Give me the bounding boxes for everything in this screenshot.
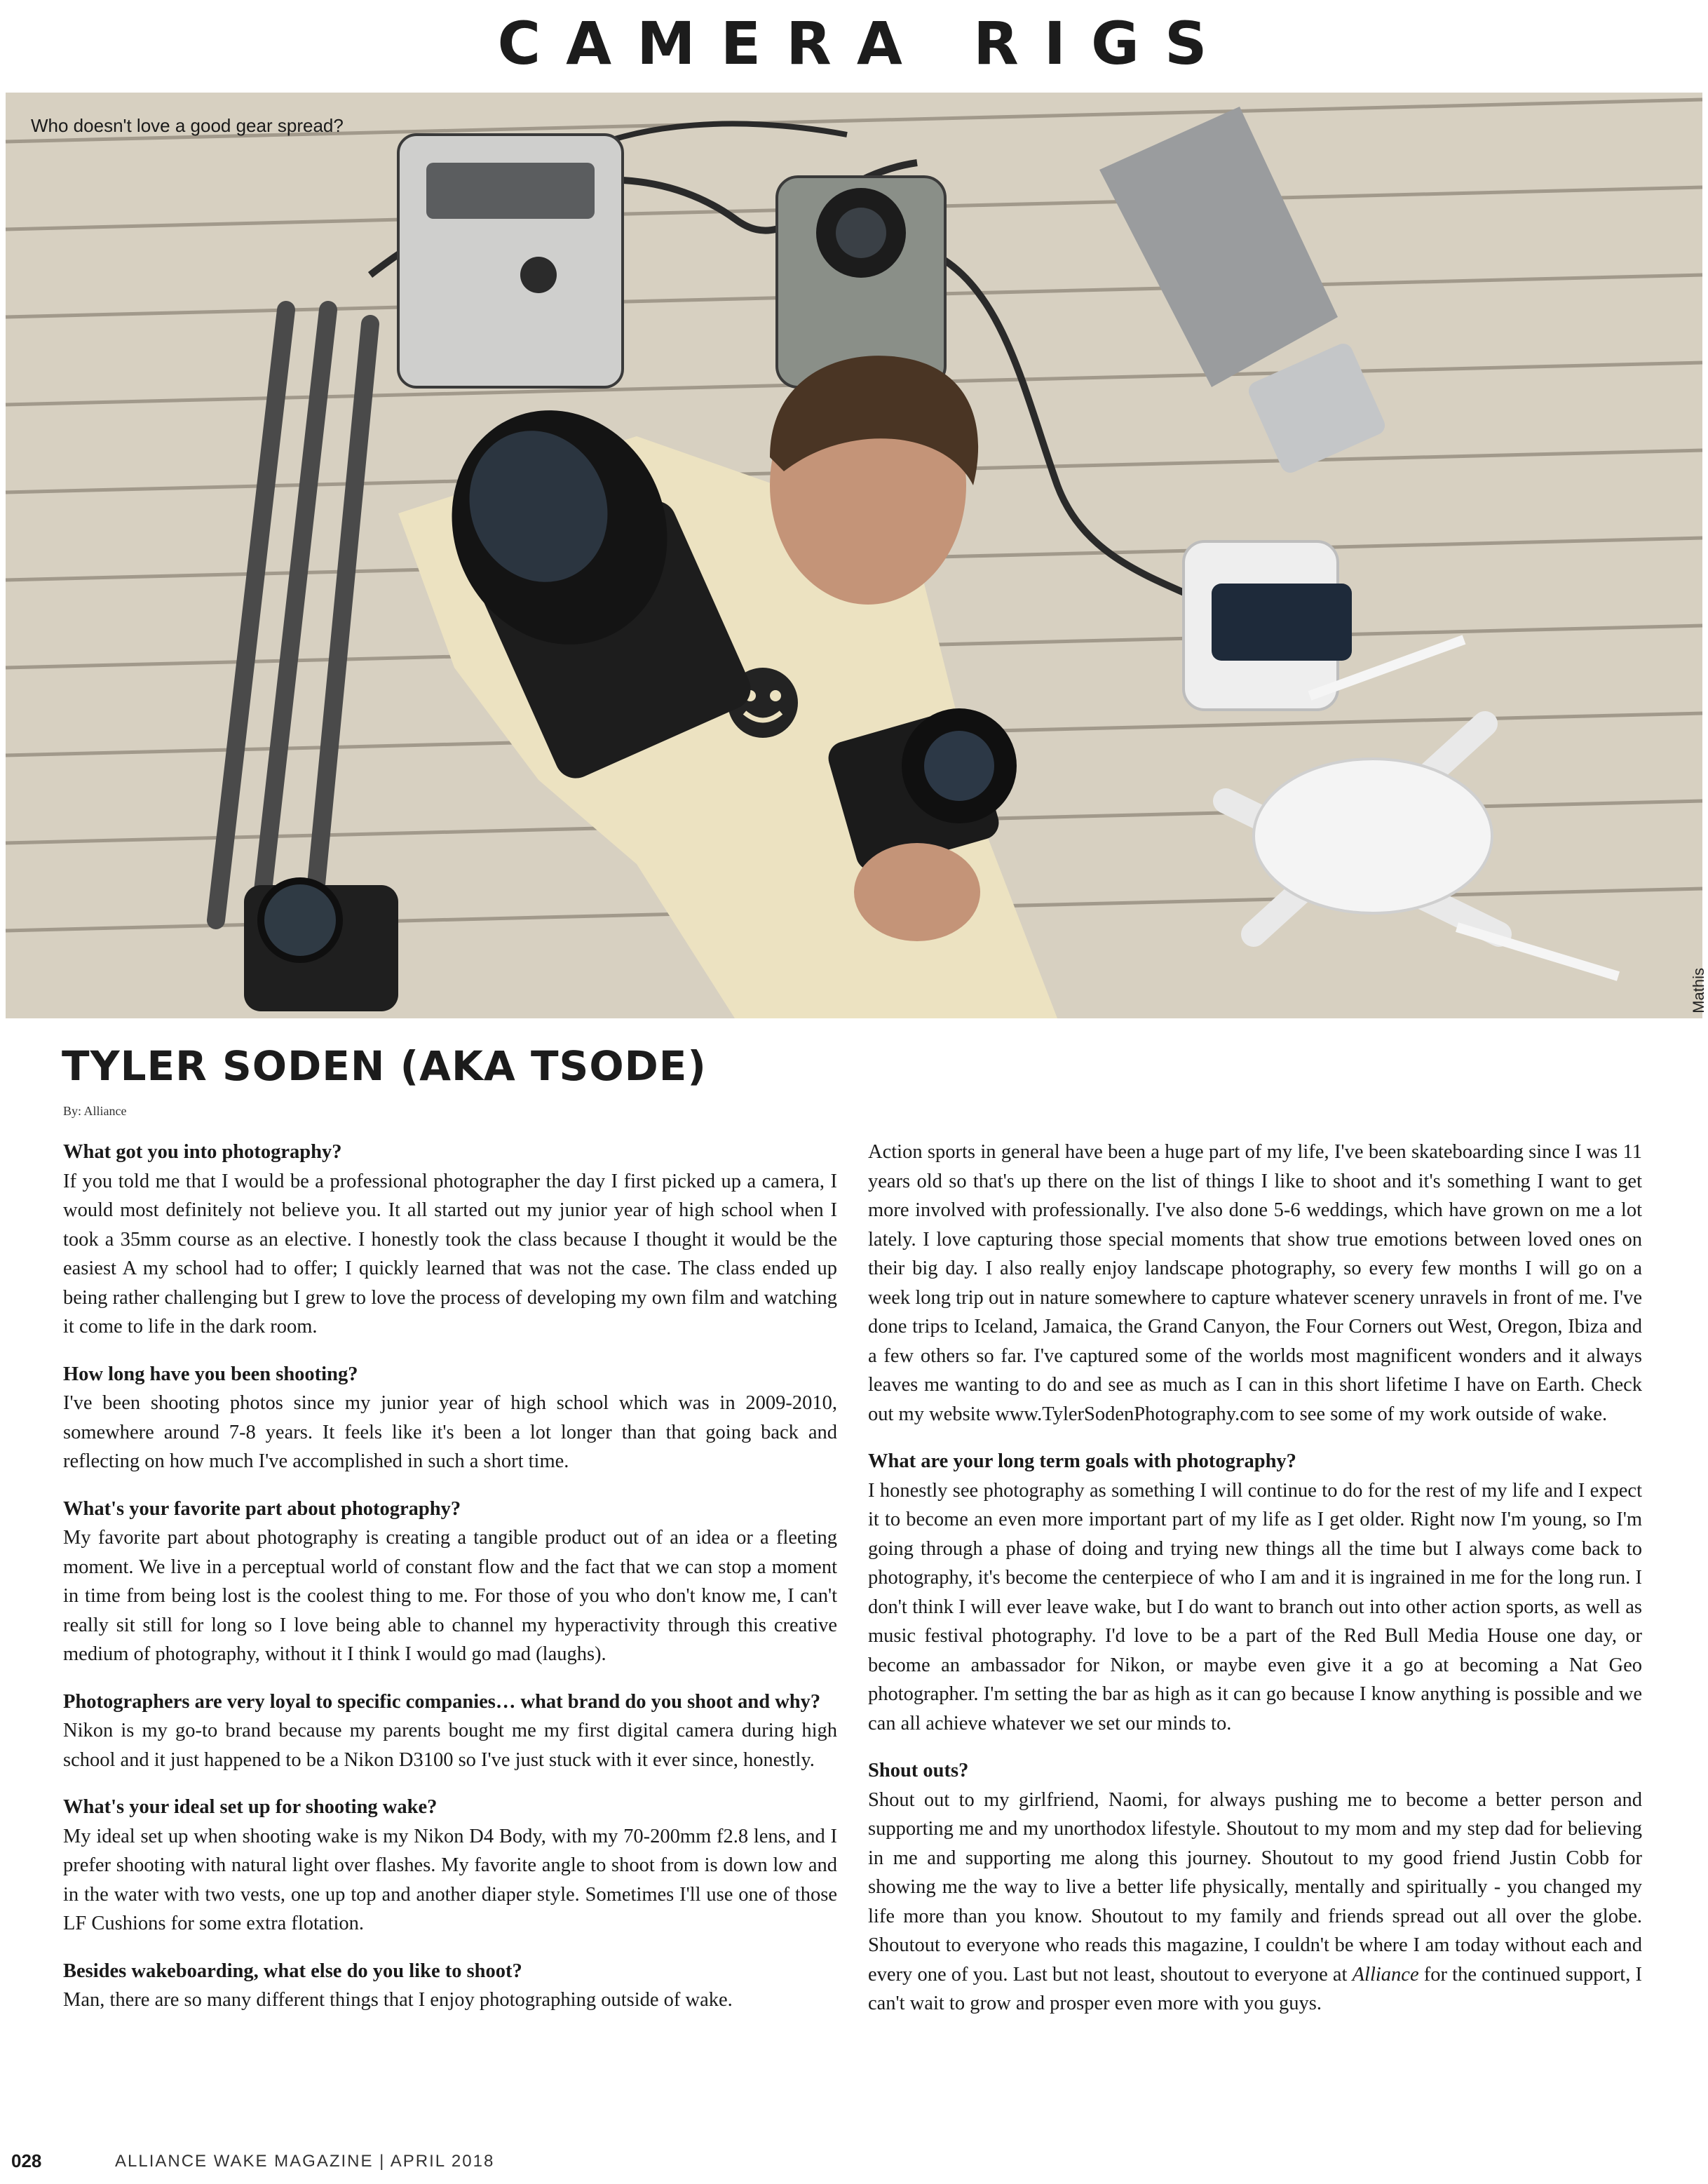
answer-text: Shout out to my girlfriend, Naomi, for always pushing me to become a better person and supporting me and my unorthodox lifestyle. Shoutout to my mom and my step dad for believing in me and supporting me along this journey. Shoutout to my good friend Justin Cobb for showing me the way to live a better life physically, mentally and spiritually - you changed my life more than you know. Shoutout to my family and friends spread out all over the globe. Shoutout to everyone who reads this magazine, I couldn't be where I am today without each and every one of you. Last but not least, shoutout to everyone at: [868, 1788, 1642, 1986]
answer: I honestly see photography as something I will continue to do for the rest of my life and I expect it to become an even more important part of my life as I get older. Right now I'm young, so I'm going through a phase of doing and trying new things all the time but I always come back to photography, it's become the centerpiece of who I am and it is ingrained in me for the long run. I don't think I will ever leave wake, but I do want to branch out into other action sports, as well as music festival photography. I'd love to be a part of the Red Bull Media House one day, or become an ambassador for Nikon, or maybe even give it a go at becoming a Nat Geo photographer. I'm setting the bar as high as it can go because I know anything is possible and we can all achieve whatever we set our minds to.: [868, 1479, 1642, 1734]
page-number: 028: [11, 2150, 42, 2171]
question: Photographers are very loyal to specific companies… what brand do you shoot and why?: [63, 1690, 821, 1713]
answer: Nikon is my go-to brand because my parents bought me my first digital camera during high school and it just happened to be a Nikon D3100 so I've just stuck with it ever since, honestly.: [63, 1720, 837, 1771]
answer: [868, 1786, 1642, 2018]
question: What's your ideal set up for shooting wake?: [63, 1796, 438, 1818]
question: Besides wakeboarding, what else do you like to shoot?: [63, 1960, 522, 1982]
qa-block: [868, 1447, 1642, 1738]
photo-caption: Who doesn't love a good gear spread?: [31, 115, 344, 136]
section-title: CAMERA RIGS: [497, 9, 1233, 78]
qa-block: [63, 1957, 837, 2015]
article-column-left: [63, 1138, 837, 2033]
qa-block: [63, 1360, 837, 1476]
article-byline: By: Alliance: [63, 1104, 127, 1118]
answer-continuation: Action sports in general have been a huge part of my life, I've been skateboarding since I was 11 years old so that's up there on the list of things I like to shoot and it's something I want to get more involved with professionally. I've also done 5-6 weddings, which have grown on me a lot lately. I love capturing those special moments that show true emotions between loved ones on their big day. I also really enjoy landscape photography, so every few months I will go on a week long trip out in nature somewhere to capture whatever scenery unravels in front of me. I've done trips to Iceland, Jamaica, the Grand Canyon, the Four Corners out West, Oregon, Ibiza and a few others so far. I've captured some of the worlds most magnificent wonders and it always leaves me wanting to do and see as much as I can in this short lifetime I have on Earth. Check out my website www.TylerSodenPhotography.com to see some of my work outside of wake.: [868, 1141, 1642, 1425]
qa-block: [63, 1687, 837, 1775]
answer: If you told me that I would be a professional photographer the day I first picked up a camera, I would most definitely not believe you. It all started out my junior year of high school when I took a 35mm course as an elective. I honestly took the class because I thought it would be the easiest A my school had to offer; I quickly learned that was not the case. The class ended up being rather challenging but I grew to love the process of developing my own film and watching it come to life in the dark room.: [63, 1170, 837, 1337]
answer: Man, there are so many different things that I enjoy photographing outside of wake.: [63, 1989, 733, 2011]
qa-block: [63, 1793, 837, 1939]
question: What are your long term goals with photography?: [868, 1450, 1296, 1472]
article-column-right: [868, 1138, 1642, 2037]
question: What's your favorite part about photography?: [63, 1497, 461, 1520]
qa-block: [63, 1495, 837, 1669]
page-footer: [0, 2150, 841, 2178]
photo-credit: Mathis: [1690, 968, 1707, 1013]
answer: My ideal set up when shooting wake is my Nikon D4 Body, with my 70-200mm f2.8 lens, and I prefer shooting with natural light over flashes. My favorite angle to shoot from is down low and in the water with two vests, one up top and another diaper style. Sometimes I'll use one of those LF Cushions for some extra flotation.: [63, 1825, 837, 1934]
qa-block: [63, 1138, 837, 1342]
question: How long have you been shooting?: [63, 1363, 358, 1385]
answer: My favorite part about photography is creating a tangible product out of an idea or a fleeting moment. We live in a perceptual world of constant flow and the fact that we can stop a moment in time from being lost is the coolest thing to me. For those of you who don't know me, I can't really sit still for long so I love being able to channel my hyperactivity through this creative medium of photography, without it I think I would go mad (laughs).: [63, 1527, 837, 1665]
magazine-issue: ALLIANCE WAKE MAGAZINE | APRIL 2018: [115, 2152, 495, 2171]
qa-block: [868, 1756, 1642, 2018]
answer-text: for the continued support, I can't wait to grow and prosper even more with you guys.: [868, 1963, 1642, 2014]
question: Shout outs?: [868, 1760, 969, 1781]
magazine-name-italic: Alliance: [1352, 1963, 1419, 1986]
article-title: TYLER SODEN (AKA TSODE): [62, 1042, 707, 1090]
question: What got you into photography?: [63, 1141, 342, 1163]
photo-illustration: [6, 93, 1702, 1018]
answer-continuation-block: [868, 1138, 1642, 1429]
gear-spread-photo: [6, 93, 1707, 1018]
answer: I've been shooting photos since my junior year of high school which was in 2009-2010, somewhere around 7-8 years. It feels like it's been a lot longer than that going back and reflecting on how much I've accomplished in such a short time.: [63, 1392, 837, 1472]
